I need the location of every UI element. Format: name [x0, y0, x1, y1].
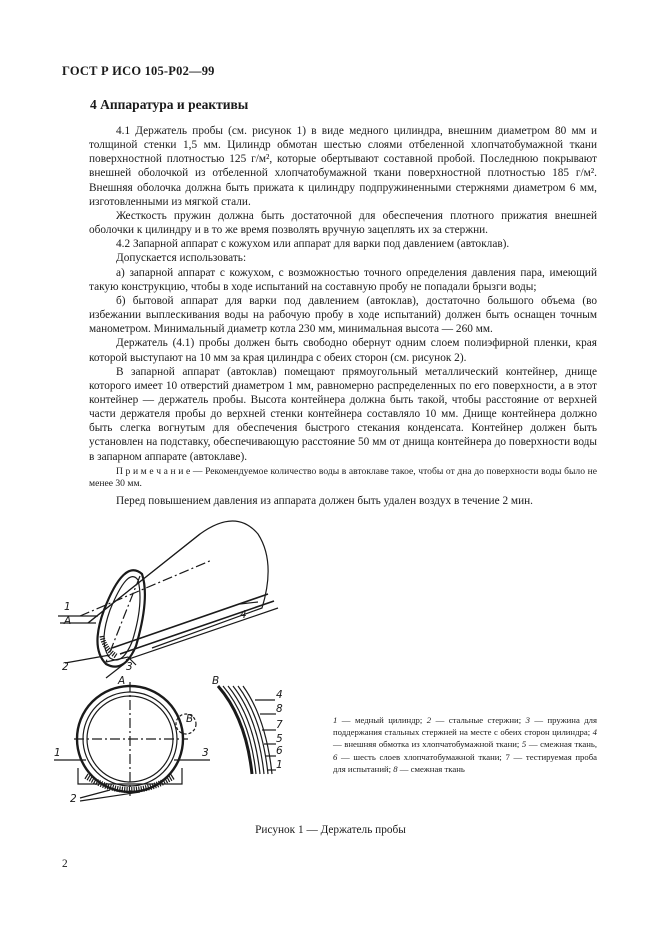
label-6: 6	[276, 745, 283, 757]
legend-num: 4	[592, 727, 597, 738]
label-5: 5	[276, 733, 283, 745]
note	[89, 466, 597, 490]
legend-num: 5	[521, 739, 527, 750]
sample-holder-drawing	[40, 498, 360, 816]
label-3-section: 3	[202, 747, 209, 759]
legend-text: — смежная ткань	[397, 763, 465, 774]
label-3: 3	[126, 661, 133, 673]
label-1-detail: 1	[276, 759, 283, 771]
legend-num: 2	[426, 715, 432, 725]
legend-text: — пружина для поддержания стальных стержней на месте с обеих сторон цилиндра;	[333, 715, 598, 738]
paragraph: а) запарной аппарат с кожухом, с возможностью точного определения давления пара, имеющий такую конструкцию, чтобы в ходе испытаний на составную пробу не попадали брызги воды;	[89, 266, 597, 293]
legend-text: — стальные стержни;	[431, 715, 526, 725]
paragraph: Перед повышением давления из аппарата должен быть удален воздух в течение 2 мин.	[116, 495, 533, 508]
label-8: 8	[276, 703, 283, 715]
detail-b	[218, 686, 276, 774]
label-a-bottom: А	[118, 675, 126, 687]
paragraph: Допускается использовать:	[116, 252, 247, 265]
paragraph: 4.2 Запарной аппарат с кожухом или аппарат для варки под давлением (автоклав).	[116, 238, 510, 251]
label-1-section: 1	[54, 747, 61, 759]
legend-num: 3	[525, 715, 530, 725]
label-4: 4	[240, 609, 247, 621]
legend-text: — смежная ткань,	[526, 739, 597, 750]
legend-text: — внешняя обмотка из хлопчатобумажной ткани;	[333, 739, 522, 750]
note-label: П р и м е ч а н и е	[116, 465, 191, 477]
paragraph: б) бытовой аппарат для варки под давлением (автоклав), достаточно большого объема (во избежании выплескивания воды на рабочую пробу в ходе испытаний) должен быть оснащен точным манометром. Минимальный диаметр котла 230 мм, минимальная высота — 260 мм.	[89, 294, 597, 336]
paragraph: В запарной аппарат (автоклав) помещают прямоугольный металлический контейнер, днище которого имеет 10 отверстий диаметром 1 мм, равномерно распределенных по его поверхности, а в этот контейнер — держатель пробы. Высота контейнера должна быть такой, чтобы расстояние от верхней части держателя пробы до верхней стенки контейнера составляло 10 мм. Днище контейнера должно быть слегка вогнутым для обеспечения быстрого стекания конденсата. Контейнер должен быть установлен на подставку, обеспечивающую расстояние 50 мм от днища контейнера до поверхности воды в запарном аппарате (автоклаве).	[89, 365, 597, 463]
figure-caption: Рисунок 1 — Держатель пробы	[255, 824, 406, 836]
legend-text: — шесть слоев хлопчатобумажной ткани; 7 — тестируемая проба для испытаний;	[333, 751, 597, 774]
label-2-section: 2	[70, 793, 77, 805]
legend-num: 1	[333, 715, 338, 725]
standard-code-header: ГОСТ Р ИСО 105-Р02—99	[62, 64, 215, 78]
figure-legend	[333, 714, 597, 775]
note-text: — Рекомендуемое количество воды в автоклаве такое, чтобы от дна до поверхности воды было не менее 30 мм.	[89, 465, 597, 489]
label-7: 7	[276, 719, 283, 731]
body-text	[89, 124, 597, 508]
paragraph: 4.1 Держатель пробы (см. рисунок 1) в виде медного цилиндра, внешним диаметром 80 мм и толщиной стенки 1,5 мм. Цилиндр обмотан шестью слоями отбеленной хлопчатобумажной ткани поверхностной плотностью 125 г/м², которые обертывают составной пробой. Последнюю покрывают внешней оболочкой из отбеленной хлопчатобумажной ткани поверхностной плотностью 185 г/м². Внешняя оболочка должна быть прижата к цилиндру подпружиненными стержнями диаметром 6 мм, изготовленными из мягкой стали.	[89, 125, 597, 208]
label-1: 1	[64, 601, 71, 613]
label-b-section: В	[186, 713, 194, 725]
paragraph: Жесткость пружин должна быть достаточной для обеспечения плотного прижатия внешней оболочки к цилиндру и в то же время позволять вручную зацеплять их за стержни.	[89, 209, 597, 237]
label-2: 2	[62, 661, 69, 673]
paragraph: Держатель (4.1) пробы должен быть свободно обернут одним слоем полиэфирной пленки, края которой выступают на 10 мм за края цилиндра с обеих сторон (см. рисунок 2).	[89, 337, 597, 364]
cylinder-isometric	[58, 521, 278, 678]
legend-num: 8	[393, 763, 398, 774]
section-title: 4 Аппаратура и реактивы	[90, 97, 249, 112]
legend-num: 6	[333, 751, 338, 762]
page-number: 2	[62, 858, 68, 870]
label-b-detail: В	[212, 675, 220, 687]
label-a: А	[64, 615, 72, 627]
cylinder-cross-section	[54, 682, 210, 801]
label-4-detail: 4	[276, 689, 283, 701]
legend-text: — медный цилиндр;	[337, 715, 427, 725]
